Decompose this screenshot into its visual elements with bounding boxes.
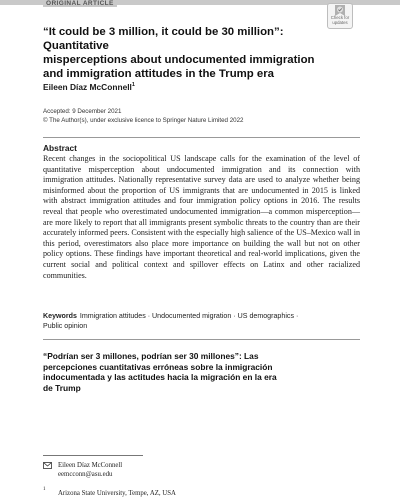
envelope-icon <box>43 462 52 469</box>
copyright-notice: © The Author(s), under exclusive licence to Springer Nature Limited 2022 <box>43 117 244 124</box>
footnote-rule <box>43 455 143 456</box>
affiliation: Arizona State University, Tempe, AZ, USA <box>58 490 176 497</box>
spanish-title-line-4: de Trump <box>43 382 81 393</box>
title-line-1: “It could be 3 million, it could be 30 million”: Quantitative <box>43 26 284 52</box>
divider-top <box>43 137 360 138</box>
article-meta <box>43 107 244 125</box>
spanish-title-line-1: “Podrían ser 3 millones, podrían ser 30 millones”: Las <box>43 351 259 361</box>
author-line <box>43 82 135 92</box>
keywords-line-1 <box>43 311 360 321</box>
abstract-heading: Abstract <box>43 143 77 153</box>
article-title <box>43 25 333 81</box>
badge-text-line-2: updates <box>332 19 348 25</box>
corresponding-author-name: Eileen Díaz McConnell <box>58 462 123 469</box>
affiliation-number: 1 <box>43 487 46 492</box>
article-type-tag: ORIGINAL ARTICLE <box>43 0 117 7</box>
keywords <box>43 311 360 331</box>
divider-bottom <box>43 339 360 340</box>
corresponding-author-email[interactable]: eemcconn@asu.edu <box>58 471 113 478</box>
author-name[interactable]: Eileen Díaz McConnell <box>43 82 132 92</box>
accepted-date: Accepted: 9 December 2021 <box>43 108 122 115</box>
badge-text-line-1: Check for <box>330 15 350 20</box>
spanish-title-line-2: percepciones cuantitativas erróneas sobre la inmigración <box>43 361 273 372</box>
keywords-label: Keywords <box>43 312 77 320</box>
title-line-3: and immigration attitudes in the Trump era <box>43 68 275 80</box>
keywords-list-2: Public opinion <box>43 322 88 330</box>
keywords-list-1: Immigration attitudes · Undocumented migration · US demographics · <box>79 312 299 320</box>
title-line-2: misperceptions about undocumented immigration <box>43 54 315 66</box>
abstract-text: Recent changes in the sociopolitical US landscape calls for the examination of the level of quantitative misperception about undocumented immigration and its connection with immigration attitudes. Nationally representative survey data are used to analyze whether being misinformed about the proportion of US immigrants that are undocumented in 2015 is linked with abstract immigration attitudes and four immigration policy options in 2016. The results reveal that people who overestimated undocumented immigration—a common misperception—are more likely to report that all immigrants present symbolic threats to the country than are their accurately informed peers. Consistent with the especially high salience of the US–Mexico wall in this period, overestimators also place more importance on building the wall but not on other policy options. These findings have important theoretical and real-world implications, given the current social and political context and spillover effects on Latinx and other racialized communities. <box>43 154 360 280</box>
spanish-title <box>43 351 333 393</box>
affiliation-mark: 1 <box>131 82 135 89</box>
spanish-title-line-3: indocumentada y las actitudes hacia la migración en la era <box>43 372 277 383</box>
